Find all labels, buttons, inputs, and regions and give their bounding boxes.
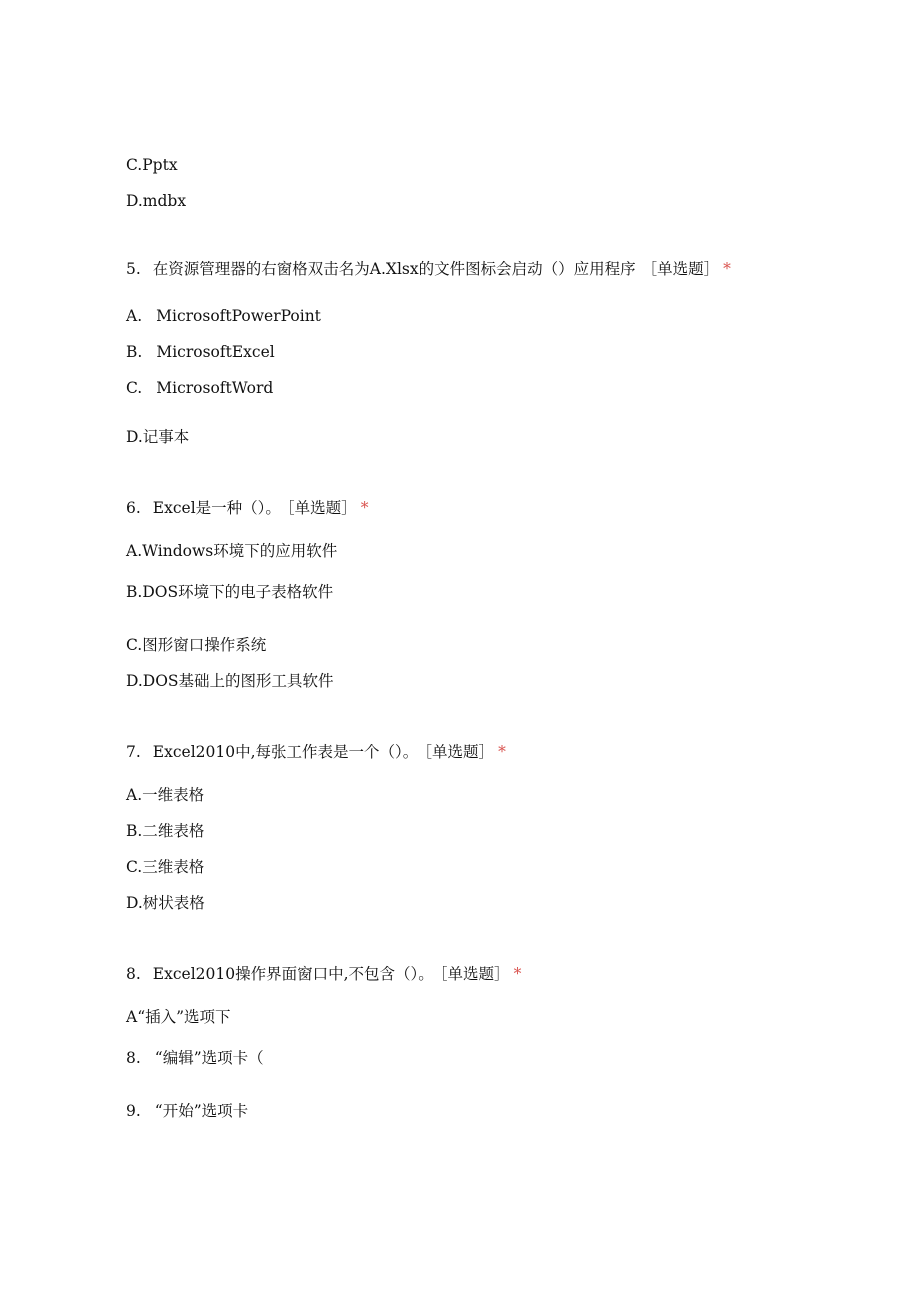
question-7-option-a[interactable]	[126, 785, 204, 805]
question-number: 8.	[126, 965, 141, 983]
question-6-option-b[interactable]	[126, 582, 333, 602]
option-text: “开始”选项卡	[154, 1102, 249, 1120]
question-text: Excel2010中,每张工作表是一个（）。	[152, 743, 419, 761]
option-text: B.二维表格	[126, 822, 205, 840]
question-8-option-a[interactable]	[126, 1007, 231, 1027]
option-text: D.DOS基础上的图形工具软件	[126, 672, 334, 690]
option-text: “编辑”选项卡（	[154, 1049, 264, 1067]
question-6-option-d[interactable]	[126, 671, 334, 691]
required-asterisk: *	[513, 965, 522, 983]
option-label: 8.	[126, 1049, 141, 1067]
option-text: MicrosoftWord	[156, 379, 274, 397]
required-asterisk: *	[498, 743, 506, 761]
question-text: Excel是一种（）。	[152, 499, 281, 517]
option-text: D.树状表格	[126, 894, 205, 912]
option-text: C.Pptx	[126, 156, 178, 174]
option-text: D.记事本	[126, 428, 190, 446]
question-5-option-c[interactable]	[126, 378, 273, 398]
question-7-option-d[interactable]	[126, 893, 205, 913]
question-6-title	[126, 498, 368, 518]
question-type-tag: ［单选题］	[641, 260, 720, 278]
question-5-option-b[interactable]	[126, 342, 275, 362]
question-type-tag: ［单选题］	[286, 499, 357, 517]
option-text: MicrosoftPowerPoint	[156, 307, 321, 325]
option-text: C.图形窗口操作系统	[126, 636, 267, 654]
option-text: A.Windows环境下的应用软件	[126, 542, 338, 560]
question-8-title	[126, 964, 521, 984]
option-label: A.	[126, 307, 143, 325]
question-type-tag: ［单选题］	[424, 743, 495, 761]
question-7-title	[126, 742, 506, 762]
required-asterisk: *	[360, 499, 369, 517]
question-type-tag: ［单选题］	[439, 965, 510, 983]
option-label: 9.	[126, 1102, 141, 1120]
option-text: A.一维表格	[126, 786, 205, 804]
option-label: B.	[126, 343, 143, 361]
question-8-option-c[interactable]	[126, 1101, 248, 1121]
option-text: A“插入”选项下	[126, 1008, 231, 1026]
required-asterisk: *	[723, 260, 731, 278]
question-number: 7.	[126, 743, 141, 761]
question-7-option-b[interactable]	[126, 821, 204, 841]
question-5-option-d[interactable]	[126, 427, 189, 447]
question-number: 5.	[126, 260, 141, 278]
option-text: MicrosoftExcel	[156, 343, 275, 361]
question-5-title	[126, 259, 731, 279]
question-text: 在资源管理器的右窗格双击名为A.Xlsx的文件图标会启动（）应用程序	[152, 260, 636, 278]
question-text: Excel2010操作界面窗口中,不包含（）。	[152, 965, 434, 983]
question-number: 6.	[126, 499, 141, 517]
option-c[interactable]	[126, 155, 178, 175]
option-text: C.三维表格	[126, 858, 205, 876]
question-6-option-c[interactable]	[126, 635, 266, 655]
option-text: D.mdbx	[126, 192, 187, 210]
question-5-option-a[interactable]	[126, 306, 321, 326]
question-6-option-a[interactable]	[126, 541, 337, 561]
option-label: C.	[126, 379, 143, 397]
question-7-option-c[interactable]	[126, 857, 204, 877]
option-d[interactable]	[126, 191, 186, 211]
question-8-option-b[interactable]	[126, 1048, 264, 1068]
option-text: B.DOS环境下的电子表格软件	[126, 583, 334, 601]
